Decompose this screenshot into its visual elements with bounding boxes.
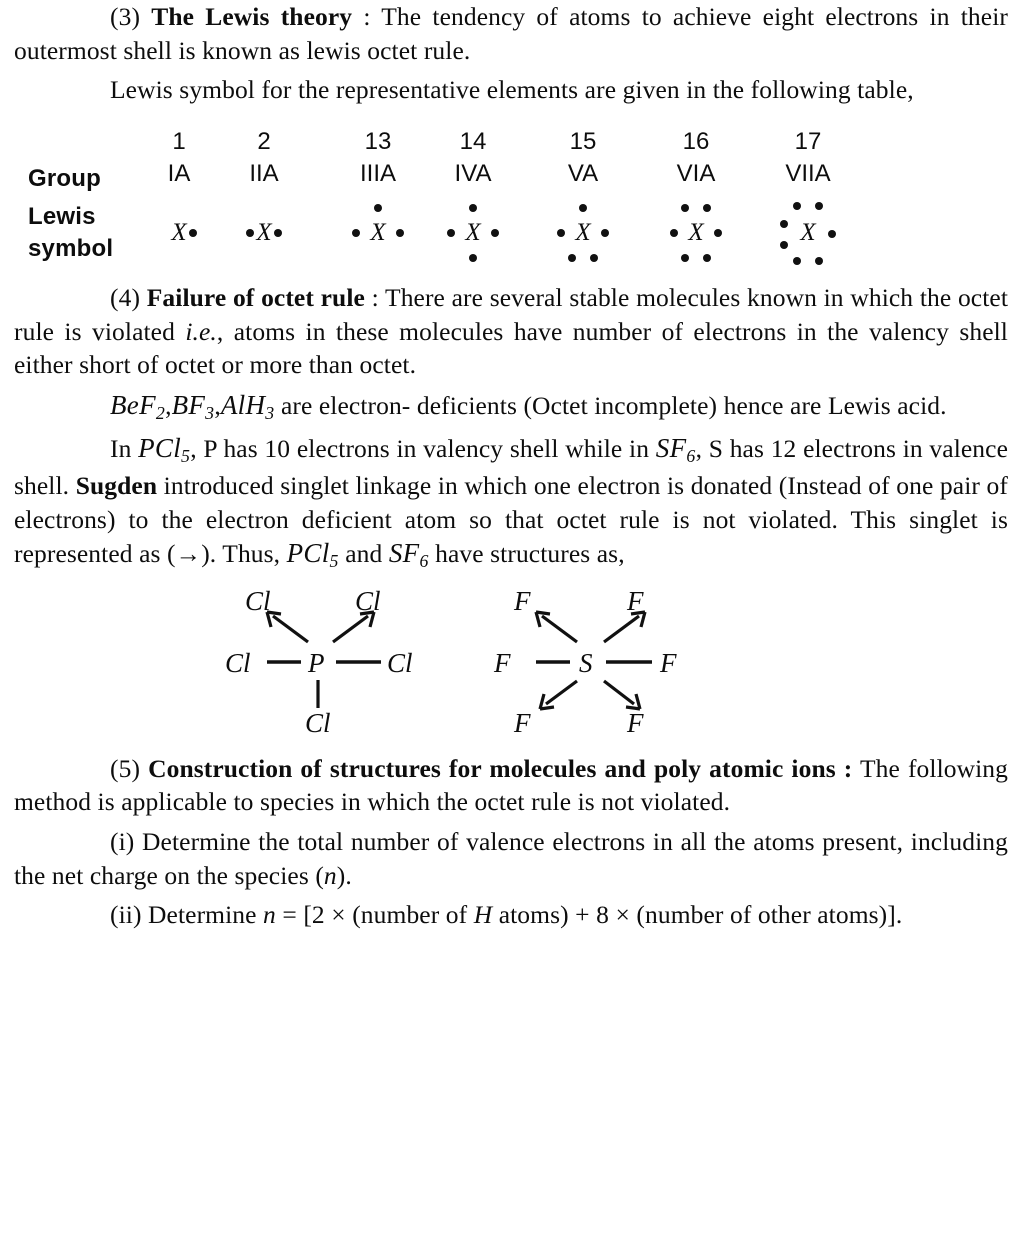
lewis-diagram-iva bbox=[430, 196, 516, 270]
lewis-diagram-viia bbox=[765, 196, 851, 270]
formula-bf3-base: BF bbox=[171, 389, 206, 420]
group-number-2: 2 bbox=[257, 127, 271, 155]
group-number-15: 15 bbox=[569, 127, 597, 155]
electron-dot bbox=[352, 229, 360, 237]
electron-dot bbox=[274, 229, 282, 237]
formula-bef2-sub: 2 bbox=[155, 402, 166, 423]
ligand-label-f-bottomright: F bbox=[627, 707, 644, 738]
lewis-symbol-16 bbox=[641, 193, 751, 273]
formula-pcl5-base: PCl bbox=[138, 433, 182, 464]
electron-dot bbox=[557, 229, 565, 237]
colon-failure-octet: : bbox=[364, 282, 386, 312]
electron-dot bbox=[780, 241, 788, 249]
row-label-symbol: symbol bbox=[28, 234, 114, 262]
section-number-5: (5) bbox=[110, 753, 141, 783]
structure-pcl5 bbox=[205, 580, 505, 750]
body-step-i-2: ). bbox=[336, 860, 352, 890]
body-electron-deficient: are electron- deficients (Octet incomplete) hence are Lewis acid. bbox=[274, 390, 947, 420]
variable-n: n bbox=[323, 860, 337, 890]
body-lewis-intro: Lewis symbol for the representative elements are given in the following table, bbox=[110, 75, 914, 105]
electron-dot bbox=[469, 254, 477, 262]
electron-dot bbox=[681, 254, 689, 262]
electron-dot bbox=[703, 204, 711, 212]
paragraph-failure-octet bbox=[0, 281, 1024, 382]
electron-dot bbox=[447, 229, 455, 237]
column-group-13 bbox=[323, 127, 433, 191]
electron-dot bbox=[681, 204, 689, 212]
electron-dot bbox=[793, 257, 801, 265]
formula-bf3 bbox=[171, 389, 215, 423]
variable-n-ii: n bbox=[263, 900, 276, 930]
formula-pcl5-sub: 5 bbox=[181, 446, 191, 467]
colon-lewis-theory: : bbox=[352, 2, 382, 31]
section-number-3: (3) bbox=[110, 2, 141, 31]
electron-dot bbox=[703, 254, 711, 262]
center-atom-p: P bbox=[308, 647, 325, 678]
ligand-label-f-topright: F bbox=[627, 585, 644, 616]
atom-placeholder-symbol: X bbox=[370, 218, 386, 246]
ligand-label-cl-topleft: Cl bbox=[245, 585, 271, 616]
ligand-label-f-right: F bbox=[660, 647, 677, 678]
formula-sf6-base: SF bbox=[655, 433, 687, 464]
column-group-16 bbox=[641, 127, 751, 191]
step-number-i: (i) bbox=[110, 827, 135, 857]
electron-dot bbox=[579, 204, 587, 212]
tail-text-1: and bbox=[338, 539, 389, 569]
center-atom-s: S bbox=[579, 647, 593, 678]
mid-text-1: , P has 10 electrons in valency shell while in bbox=[190, 434, 656, 464]
electron-dot bbox=[469, 204, 477, 212]
mid-text-2: , S has 12 electrons in valence shell. bbox=[14, 434, 1008, 500]
paragraph-singlet-linkage bbox=[0, 431, 1024, 573]
electron-dot bbox=[828, 230, 836, 238]
electron-dot bbox=[568, 254, 576, 262]
lewis-diagram-iiia bbox=[335, 196, 421, 270]
group-roman-2: IIA bbox=[249, 159, 279, 187]
formula-bef2-base: BeF bbox=[110, 389, 156, 420]
group-number-14: 14 bbox=[459, 127, 487, 155]
atom-placeholder-symbol: X bbox=[171, 218, 187, 246]
scientist-name-sugden: Sugden bbox=[75, 470, 158, 500]
electron-dot bbox=[491, 229, 499, 237]
section-number-4: (4) bbox=[110, 282, 141, 312]
electron-dot bbox=[601, 229, 609, 237]
electron-dot bbox=[793, 202, 801, 210]
body-step-ii-2: atoms) + 8 × (number of other atoms)]. bbox=[492, 900, 903, 930]
body-failure-octet: There are several stable molecules known in which the octet rule is violated bbox=[14, 282, 1009, 346]
equals-sign: = bbox=[275, 900, 304, 930]
paragraph-step-ii bbox=[0, 898, 1024, 932]
electron-dot bbox=[374, 204, 382, 212]
group-number-1: 1 bbox=[172, 127, 186, 155]
lewis-symbol-17 bbox=[753, 193, 863, 273]
electron-dot bbox=[714, 229, 722, 237]
atom-placeholder-symbol: X bbox=[800, 218, 816, 246]
molecular-structure-diagrams bbox=[0, 580, 1024, 750]
ligand-label-f-bottomleft: F bbox=[514, 707, 531, 738]
lewis-symbol-15 bbox=[528, 193, 638, 273]
electron-dot bbox=[396, 229, 404, 237]
formula-sf6-tail bbox=[388, 538, 429, 572]
abbrev-ie: i.e. bbox=[185, 316, 217, 346]
paragraph-construction bbox=[0, 752, 1024, 819]
heading-lewis-theory: The Lewis theory bbox=[151, 2, 353, 31]
ligand-label-cl-topright: Cl bbox=[355, 585, 381, 616]
lewis-symbol-table bbox=[0, 121, 1024, 271]
formula-alh3-sub: 3 bbox=[265, 402, 275, 423]
group-number-16: 16 bbox=[682, 127, 710, 155]
formula-pcl5-tail bbox=[286, 538, 339, 572]
lewis-diagram-via bbox=[653, 196, 739, 270]
body-construction: The following method is applicable to species in which the octet rule is not violated. bbox=[14, 753, 1009, 817]
formula-pcl5-tail-base: PCl bbox=[286, 538, 330, 569]
electron-dot bbox=[815, 257, 823, 265]
group-roman-17: VIIA bbox=[785, 159, 831, 187]
row-label-lewis: Lewis bbox=[28, 202, 96, 230]
lewis-diagram-iia bbox=[221, 196, 307, 270]
body-step-i: Determine the total number of valence electrons in all the atoms present, including the net charge on the species ( bbox=[14, 827, 1008, 890]
lewis-diagram-va bbox=[540, 196, 626, 270]
atom-placeholder-symbol: X bbox=[575, 218, 591, 246]
formula-alh3 bbox=[220, 389, 275, 423]
step-number-ii: (ii) bbox=[110, 900, 142, 930]
atom-placeholder-symbol: X bbox=[256, 218, 272, 246]
ligand-label-f-topleft: F bbox=[514, 585, 531, 616]
paragraph-electron-deficient bbox=[0, 388, 1024, 425]
heading-construction: Construction of structures for molecules and poly atomic ions : bbox=[148, 753, 853, 783]
column-group-17 bbox=[753, 127, 863, 191]
structure-sf6 bbox=[472, 580, 772, 750]
formula-alh3-base: AlH bbox=[220, 389, 266, 420]
pcl5-bond-lines bbox=[205, 580, 505, 750]
column-group-14 bbox=[418, 127, 528, 191]
lead-step-ii: Determine bbox=[148, 900, 264, 930]
tail-text-2: have structures as, bbox=[428, 539, 625, 569]
ligand-label-cl-left: Cl bbox=[225, 647, 251, 678]
formula-pcl5-tail-sub: 5 bbox=[329, 551, 339, 572]
group-number-13: 13 bbox=[364, 127, 392, 155]
ligand-label-f-left: F bbox=[494, 647, 511, 678]
paragraph-lewis-theory bbox=[0, 0, 1024, 67]
sf6-bond-lines bbox=[472, 580, 772, 750]
group-roman-15: VA bbox=[567, 159, 599, 187]
lead-in: In bbox=[110, 434, 139, 464]
formula-sf6-tail-sub: 6 bbox=[419, 551, 429, 572]
formula-bef2 bbox=[110, 389, 166, 423]
formula-pcl5 bbox=[138, 433, 191, 467]
ligand-label-cl-right: Cl bbox=[387, 647, 413, 678]
electron-dot bbox=[189, 229, 197, 237]
paragraph-lewis-intro bbox=[0, 73, 1024, 107]
electron-dot bbox=[780, 220, 788, 228]
formula-sf6-sub: 6 bbox=[686, 446, 696, 467]
body-singlet: introduced singlet linkage in which one electron is donated (Instead of one pair of electrons) to the electron deficient atom so that octet rule is not violated. This singlet is represented as (→). Thus, bbox=[14, 470, 1008, 569]
lewis-symbol-13 bbox=[323, 193, 433, 273]
electron-dot bbox=[815, 202, 823, 210]
column-group-15 bbox=[528, 127, 638, 191]
group-roman-14: IVA bbox=[454, 159, 492, 187]
group-roman-13: IIIA bbox=[359, 159, 396, 187]
atom-placeholder-symbol: X bbox=[688, 218, 704, 246]
lewis-symbol-2 bbox=[209, 193, 319, 273]
body-step-ii: [2 × (number of bbox=[303, 900, 474, 930]
column-group-2 bbox=[209, 127, 319, 191]
formula-sf6-tail-base: SF bbox=[388, 538, 420, 569]
formula-sep-2: , bbox=[214, 390, 221, 420]
formula-bf3-sub: 3 bbox=[205, 402, 215, 423]
heading-failure-octet: Failure of octet rule bbox=[146, 282, 365, 312]
formula-sf6 bbox=[655, 433, 696, 467]
electron-dot bbox=[246, 229, 254, 237]
body-lewis-theory: The tendency of atoms to achieve eight electrons in their outermost shell is known as lewis octet rule. bbox=[14, 2, 1008, 65]
group-roman-1: IA bbox=[167, 159, 191, 187]
electron-dot bbox=[670, 229, 678, 237]
body-failure-octet-2: , atoms in these molecules have number of electrons in the valency shell either short of octet or more than octet. bbox=[14, 316, 1008, 380]
atom-placeholder-symbol: X bbox=[465, 218, 481, 246]
lewis-symbol-14 bbox=[418, 193, 528, 273]
paragraph-step-i bbox=[0, 825, 1024, 892]
ligand-label-cl-bottom: Cl bbox=[305, 707, 331, 738]
formula-sep-1: , bbox=[165, 390, 172, 420]
row-label-group: Group bbox=[28, 164, 101, 192]
variable-h: H bbox=[473, 900, 493, 930]
group-roman-16: VIA bbox=[676, 159, 716, 187]
electron-dot bbox=[590, 254, 598, 262]
group-number-17: 17 bbox=[794, 127, 822, 155]
